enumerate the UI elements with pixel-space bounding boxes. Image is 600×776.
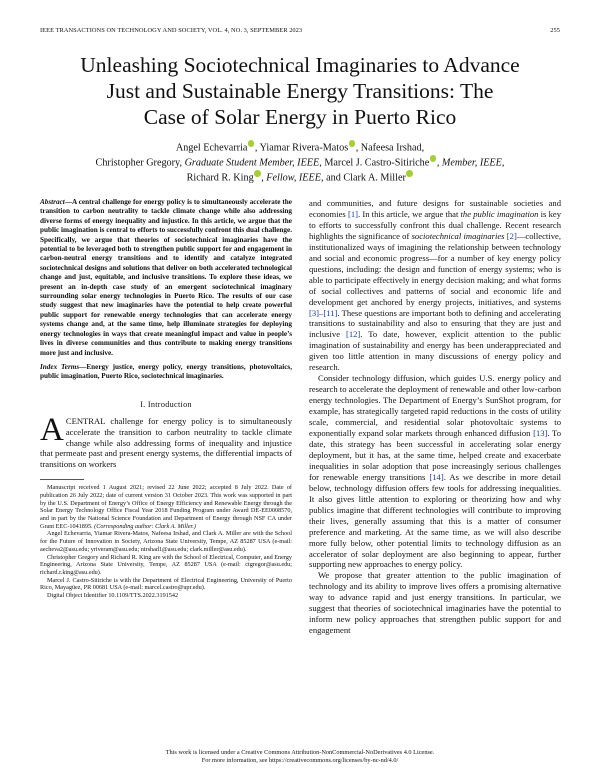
- author-name: , Nafeesa Irshad,: [355, 142, 425, 154]
- body-paragraph: Consider technology diffusion, which guides U.S. energy policy and research to accelerate the deployment of renewable and other low-carbon energy technologies. The Department of Energy’s SunShot program, for example, has strategically targeted rapid reductions in the costs of utility scale, commercial, and residential solar photovoltaic systems to exponentially expand solar markets through enhanced diffusion [13]. To date, this strategy has been successful in accelerating solar energy deployment, but it has, at the same time, helped create and exacerbate inequalities in solar adoption that pose increasingly serious challenges for renewable energy transitions [14]. As we describe in more detail below, technology diffusion offers few tools for addressing inequalities. It also gives little attention to exploring or theorizing how and why publics imagine that different technologies will contribute to improving their lives, generally assuming that this is a matter of consumer preference and marketing. At the same time, as we will also describe more fully below, other potential limits to technology diffusion as an accelerator of solar deployment are also beginning to appear, further supporting new approaches to energy policy.: [309, 373, 562, 570]
- page-number: 255: [550, 27, 560, 34]
- footnote-affiliation: Marcel J. Castro-Sitiriche is with the Department of Electrical Engineering, University of Puerto Rico, Mayagüez, PR 00681 USA (e-mail: marcel.castro@upr.edu).: [40, 576, 292, 592]
- index-terms: [40, 363, 292, 382]
- citation-link[interactable]: [13]: [533, 428, 548, 439]
- citation-link[interactable]: [3]–[11]: [309, 307, 338, 318]
- title-line-1: Unleashing Sociotechnical Imaginaries to Advance: [80, 53, 520, 77]
- right-column: [309, 198, 561, 636]
- orcid-icon[interactable]: [254, 170, 261, 177]
- index-terms-text: —Energy justice, energy policy, energy transitions, photovoltaics, public imagination, Puerto Rico, sociotechnical imaginaries.: [40, 362, 293, 381]
- citation-link[interactable]: [1]: [347, 208, 358, 219]
- author-line-3: Richard R. King , Fellow, IEEE, and Clark A. Miller: [40, 170, 560, 185]
- footnote-rule: [40, 479, 84, 480]
- footnotes: [40, 484, 292, 600]
- intro-text: challenge for energy policy is to simultaneously accelerate the transition to carbon neutrality to tackle climate change while also addressing forms of inequality and injustice that permeate past and present energy systems, the differential impacts of transitions on workers: [40, 415, 292, 470]
- intro-first-word: CENTRAL: [65, 415, 106, 426]
- running-header: [40, 27, 560, 37]
- drop-cap: A: [40, 411, 64, 448]
- abstract-label: Abstract: [40, 198, 65, 206]
- author-role: Graduate Student Member, IEEE: [184, 157, 320, 169]
- author-line-2: Christopher Gregory, Graduate Student Member, IEEE, Marcel J. Castro-Sitiriche , Member, IEEE,: [40, 155, 560, 170]
- footnote-affiliation: Angel Echevarria, Yiamar Rivera-Matos, Nafeesa Irshad, and Clark A. Miller are with the School for the Future of Innovation in Society, Arizona State University, Tempe, AZ 85287 USA (e-mail: aecheva2@asu.edu; yriveram@asu.edu; nirshad1@asu.edu; clark.miller@asu.edu).: [40, 530, 292, 553]
- license-line-1: This work is licensed under a Creative Commons Attribution-NonCommercial-NoDerivatives 4.0 License.: [165, 749, 435, 756]
- orcid-icon[interactable]: [248, 140, 255, 147]
- left-column: [40, 198, 292, 600]
- author-name: , and Clark A. Miller: [320, 172, 406, 184]
- corresponding-author: (Corresponding author: Clark A. Miller.): [94, 522, 196, 530]
- abstract-text: —A central challenge for energy policy is to simultaneously accelerate the transition to carbon neutrality to tackle climate change while also addressing diverse forms of energy inequality and injustice. In this article, we argue that the public imagination is central to efforts to successfully confront this dual challenge. Specifically, we argue that theories of sociotechnical imaginaries have the potential to be leveraged both to strengthen public support for and engagement in carbon-neutral energy transitions and to identify and catalyze integrated sociotechnical designs and solutions that deliver on both accelerated technological change and just, equitable, and inclusive transitions. To explore these ideas, we present an in-depth case study of an emergent sociotechnical imaginary surrounding solar energy technologies in Puerto Rico. The results of our case study suggest that new imaginaries have the potential to help create powerful public support for renewable energy technologies that can accelerate energy systems change and, at the same time, help illuminate strategies for deploying energy technologies in ways that create meaningful impact and value in people’s lives in diverse communities and thus contribute to making energy transitions more just and inclusive.: [40, 198, 292, 357]
- footnote-manuscript: Manuscript received 1 August 2021; revised 22 June 2022; accepted 8 July 2022. Date of publication 26 July 2022; date of current version 31 October 2023. This work was supported in part by the U.S. Department of Energy’s Office of Energy Efficiency and Renewable Energy through the Solar Energy Technology Office Fiscal Year 2018 Funding Program under Award DE-EE0008570, and in part by the National Science Foundation and Department of Energy through NSF CA under Grant EEC-1041895. (Corresponding author: Clark A. Miller.): [40, 484, 292, 530]
- author-name: Angel Echevarria: [175, 142, 248, 154]
- paper-title: [40, 52, 560, 130]
- author-role: Member, IEEE: [441, 157, 502, 169]
- journal-name: IEEE TRANSACTIONS ON TECHNOLOGY AND SOCIETY, VOL. 4, NO. 3, SEPTEMBER 2023: [40, 27, 303, 34]
- license-line-2[interactable]: For more information, see https://creativecommons.org/licenses/by-nc-nd/4.0/: [201, 757, 399, 765]
- author-name: Richard R. King: [186, 172, 254, 184]
- title-line-2: Just and Sustainable Energy Transitions: The: [106, 79, 494, 103]
- abstract: [40, 198, 292, 358]
- body-paragraph: We propose that greater attention to the public imagination of technology and its ability to improve lives offers a promising alternative way to advance rapid and just energy transitions. In particular, we suggest that theories of sociotechnical imaginaries have the potential to inform new policy approaches that strengthen public support for and engagement: [309, 570, 561, 636]
- orcid-icon[interactable]: [349, 140, 356, 147]
- author-list: [40, 140, 560, 185]
- index-terms-label: Index Terms: [40, 362, 80, 371]
- author-line-1: [40, 140, 560, 155]
- body-paragraph: and communities, and future designs for sustainable societies and economies [1]. In this article, we argue that the public imagination is key to efforts to successfully confront this dual challenge. Recent research highlights the significance of sociotechnical imaginaries [2]—collective, institutionalized ways of imagining the relationship between technology and social and economic progress—for a number of key energy policy questions, including: the design and function of energy systems; who is able to participate effectively in energy decision making; and what forms of social collectives and patterns of social and economic life and development get anchored by energy projects, initiatives, and systems [3]–[11]. These questions are important both to defining and accelerating transitions to sustainability and also to ensuring that they are just and inclusive [12]. To date, however, explicit attention to the public imagination of sustainability and energy has been underappreciated and given too little attention in many discussions of energy policy and research.: [309, 198, 562, 373]
- license-notice: [40, 749, 560, 766]
- citation-link[interactable]: [14]: [429, 471, 444, 482]
- citation-link[interactable]: [2]: [506, 230, 517, 241]
- footnote-affiliation: Christopher Gregory and Richard R. King are with the School of Electrical, Computer, and Energy Engineering, Arizona State University, Tempe, AZ 85287 USA (e-mail: ctgregor@asu.edu; richard.r.king@asu.edu).: [40, 553, 292, 576]
- author-name: Christopher Gregory,: [95, 157, 185, 169]
- orcid-icon[interactable]: [430, 155, 437, 162]
- orcid-icon[interactable]: [406, 170, 413, 177]
- author-role: Fellow, IEEE: [266, 172, 321, 184]
- section-heading: I. Introduction: [140, 399, 192, 409]
- intro-paragraph: [40, 411, 292, 471]
- citation-link[interactable]: [12]: [345, 329, 361, 340]
- footnote-doi: Digital Object Identifier 10.1109/TTS.2022.3191542: [47, 592, 179, 600]
- title-line-3: Case of Solar Energy in Puerto Rico: [143, 105, 457, 129]
- author-name: , Marcel J. Castro-Sitiriche: [319, 157, 430, 169]
- author-name: , Yiamar Rivera-Matos: [254, 142, 349, 154]
